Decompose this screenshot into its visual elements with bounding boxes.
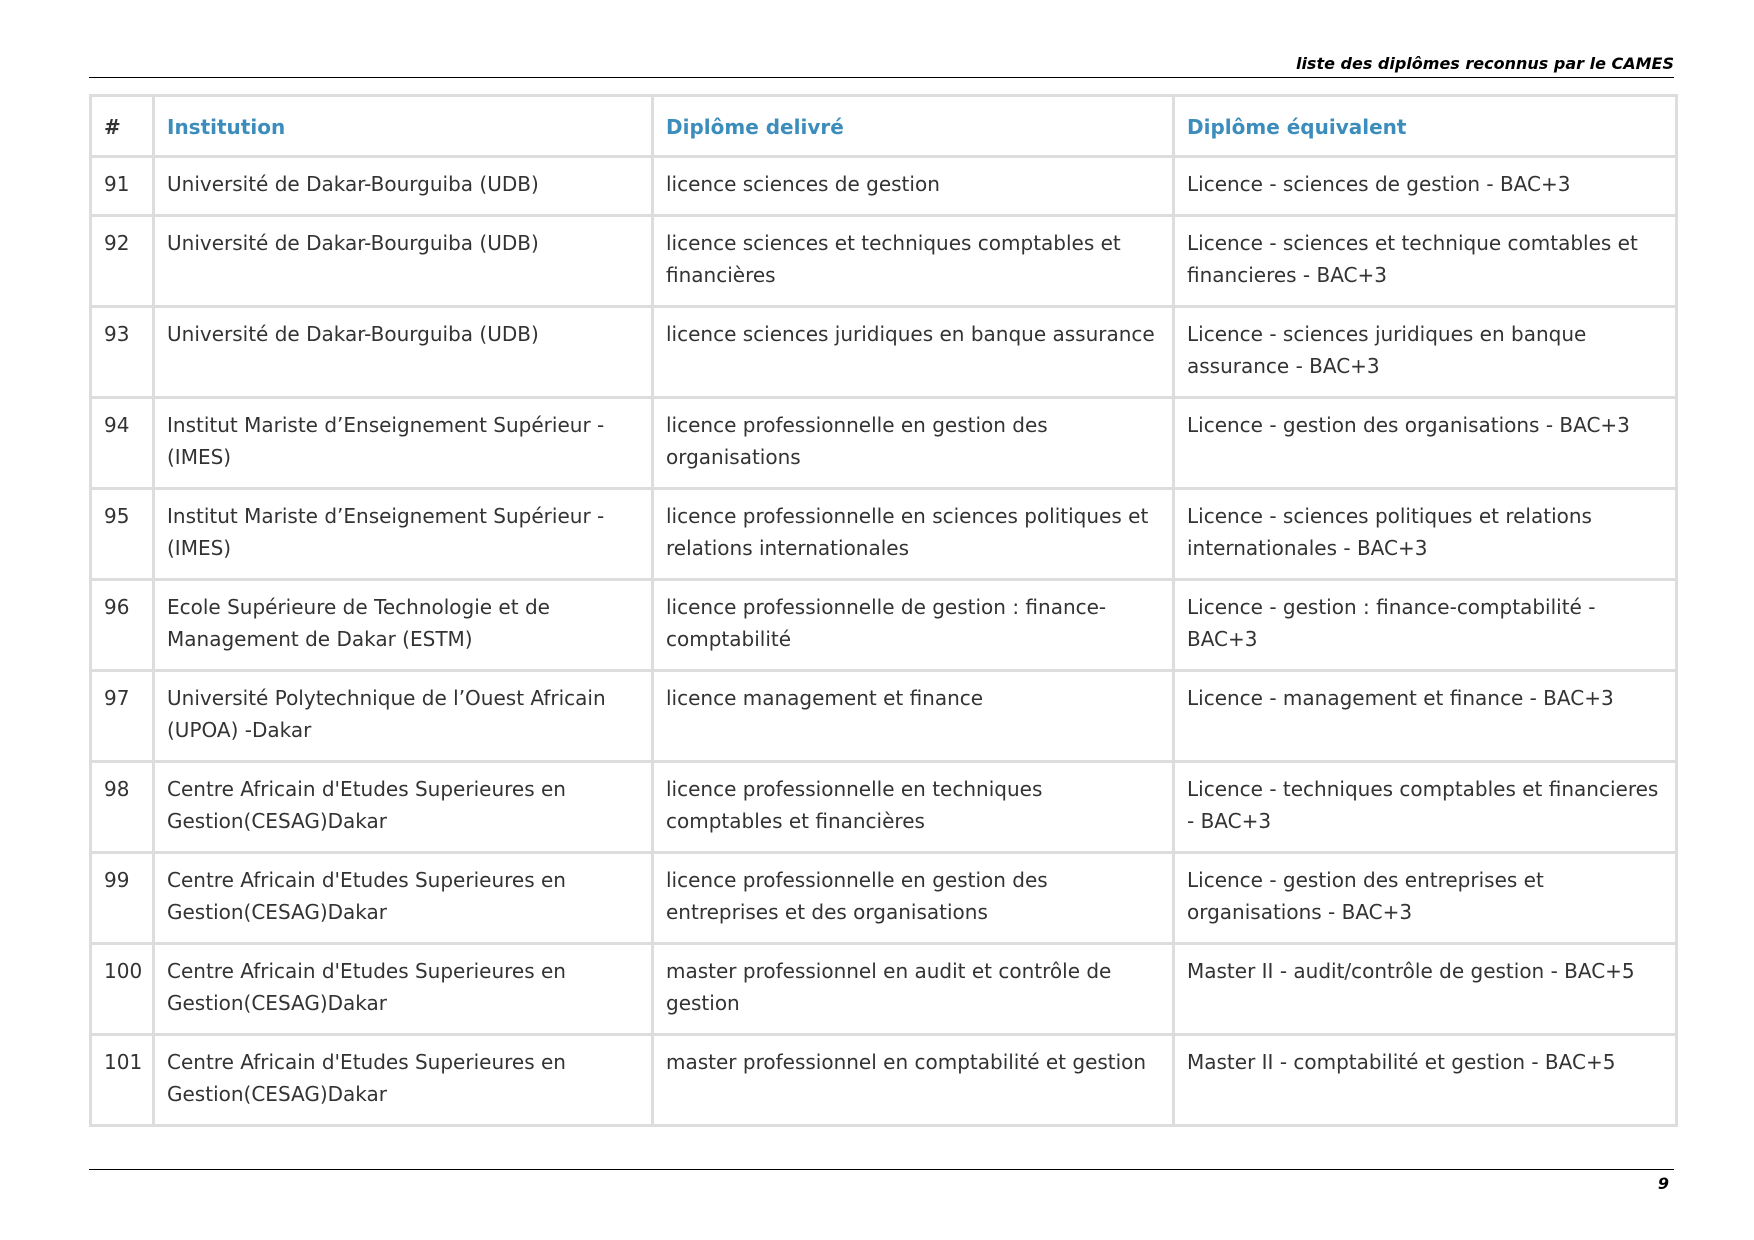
cell-diplome-delivre: licence management et finance bbox=[653, 671, 1174, 762]
cell-diplome-equivalent: Licence - gestion des entreprises et organisations - BAC+3 bbox=[1174, 853, 1677, 944]
column-header-num: # bbox=[91, 96, 154, 157]
table-row bbox=[91, 853, 1677, 944]
table-row bbox=[91, 398, 1677, 489]
header-divider bbox=[89, 77, 1674, 78]
cell-institution: Université de Dakar-Bourguiba (UDB) bbox=[154, 307, 653, 398]
table-header-row bbox=[91, 96, 1677, 157]
column-header-institution: Institution bbox=[154, 96, 653, 157]
cell-diplome-equivalent: Master II - comptabilité et gestion - BAC+5 bbox=[1174, 1035, 1677, 1126]
cell-diplome-delivre: master professionnel en audit et contrôle de gestion bbox=[653, 944, 1174, 1035]
cell-diplome-equivalent: Licence - gestion : finance-comptabilité - BAC+3 bbox=[1174, 580, 1677, 671]
table-row bbox=[91, 489, 1677, 580]
cell-diplome-equivalent: Licence - management et finance - BAC+3 bbox=[1174, 671, 1677, 762]
cell-num: 100 bbox=[91, 944, 154, 1035]
page-number: 9 bbox=[1657, 1174, 1669, 1193]
cell-num: 101 bbox=[91, 1035, 154, 1126]
cell-institution: Université Polytechnique de l’Ouest Africain (UPOA) -Dakar bbox=[154, 671, 653, 762]
cell-institution: Centre Africain d'Etudes Superieures en Gestion(CESAG)Dakar bbox=[154, 853, 653, 944]
table-row bbox=[91, 157, 1677, 216]
footer-divider bbox=[89, 1169, 1674, 1170]
cell-diplome-equivalent: Licence - techniques comptables et financieres - BAC+3 bbox=[1174, 762, 1677, 853]
cell-num: 93 bbox=[91, 307, 154, 398]
cell-diplome-delivre: licence professionnelle en gestion des entreprises et des organisations bbox=[653, 853, 1174, 944]
cell-diplome-delivre: licence sciences juridiques en banque assurance bbox=[653, 307, 1174, 398]
cell-institution: Ecole Supérieure de Technologie et de Management de Dakar (ESTM) bbox=[154, 580, 653, 671]
cell-institution: Université de Dakar-Bourguiba (UDB) bbox=[154, 216, 653, 307]
table-row bbox=[91, 762, 1677, 853]
cell-diplome-equivalent: Master II - audit/contrôle de gestion - BAC+5 bbox=[1174, 944, 1677, 1035]
cell-diplome-equivalent: Licence - sciences et technique comtables et financieres - BAC+3 bbox=[1174, 216, 1677, 307]
cell-diplome-equivalent: Licence - gestion des organisations - BAC+3 bbox=[1174, 398, 1677, 489]
column-header-diplome-delivre: Diplôme delivré bbox=[653, 96, 1174, 157]
cell-num: 94 bbox=[91, 398, 154, 489]
diploma-table bbox=[89, 94, 1678, 1127]
cell-diplome-delivre: master professionnel en comptabilité et gestion bbox=[653, 1035, 1174, 1126]
cell-num: 99 bbox=[91, 853, 154, 944]
cell-num: 92 bbox=[91, 216, 154, 307]
cell-institution: Institut Mariste d’Enseignement Supérieur - (IMES) bbox=[154, 489, 653, 580]
cell-diplome-delivre: licence professionnelle de gestion : finance-comptabilité bbox=[653, 580, 1174, 671]
cell-num: 98 bbox=[91, 762, 154, 853]
cell-institution: Université de Dakar-Bourguiba (UDB) bbox=[154, 157, 653, 216]
cell-num: 91 bbox=[91, 157, 154, 216]
cell-diplome-delivre: licence professionnelle en techniques comptables et financières bbox=[653, 762, 1174, 853]
cell-diplome-equivalent: Licence - sciences de gestion - BAC+3 bbox=[1174, 157, 1677, 216]
page-header-title: liste des diplômes reconnus par le CAMES bbox=[1295, 54, 1674, 73]
cell-diplome-equivalent: Licence - sciences politiques et relations internationales - BAC+3 bbox=[1174, 489, 1677, 580]
cell-num: 97 bbox=[91, 671, 154, 762]
table-row bbox=[91, 671, 1677, 762]
cell-diplome-delivre: licence professionnelle en gestion des organisations bbox=[653, 398, 1174, 489]
table-row bbox=[91, 944, 1677, 1035]
table-row bbox=[91, 1035, 1677, 1126]
table-row bbox=[91, 307, 1677, 398]
cell-institution: Centre Africain d'Etudes Superieures en Gestion(CESAG)Dakar bbox=[154, 944, 653, 1035]
cell-diplome-equivalent: Licence - sciences juridiques en banque assurance - BAC+3 bbox=[1174, 307, 1677, 398]
table-row bbox=[91, 580, 1677, 671]
cell-institution: Institut Mariste d’Enseignement Supérieur - (IMES) bbox=[154, 398, 653, 489]
cell-institution: Centre Africain d'Etudes Superieures en Gestion(CESAG)Dakar bbox=[154, 762, 653, 853]
cell-diplome-delivre: licence sciences de gestion bbox=[653, 157, 1174, 216]
column-header-diplome-equivalent: Diplôme équivalent bbox=[1174, 96, 1677, 157]
cell-institution: Centre Africain d'Etudes Superieures en Gestion(CESAG)Dakar bbox=[154, 1035, 653, 1126]
table-row bbox=[91, 216, 1677, 307]
cell-num: 95 bbox=[91, 489, 154, 580]
cell-num: 96 bbox=[91, 580, 154, 671]
cell-diplome-delivre: licence professionnelle en sciences politiques et relations internationales bbox=[653, 489, 1174, 580]
cell-diplome-delivre: licence sciences et techniques comptables et financières bbox=[653, 216, 1174, 307]
